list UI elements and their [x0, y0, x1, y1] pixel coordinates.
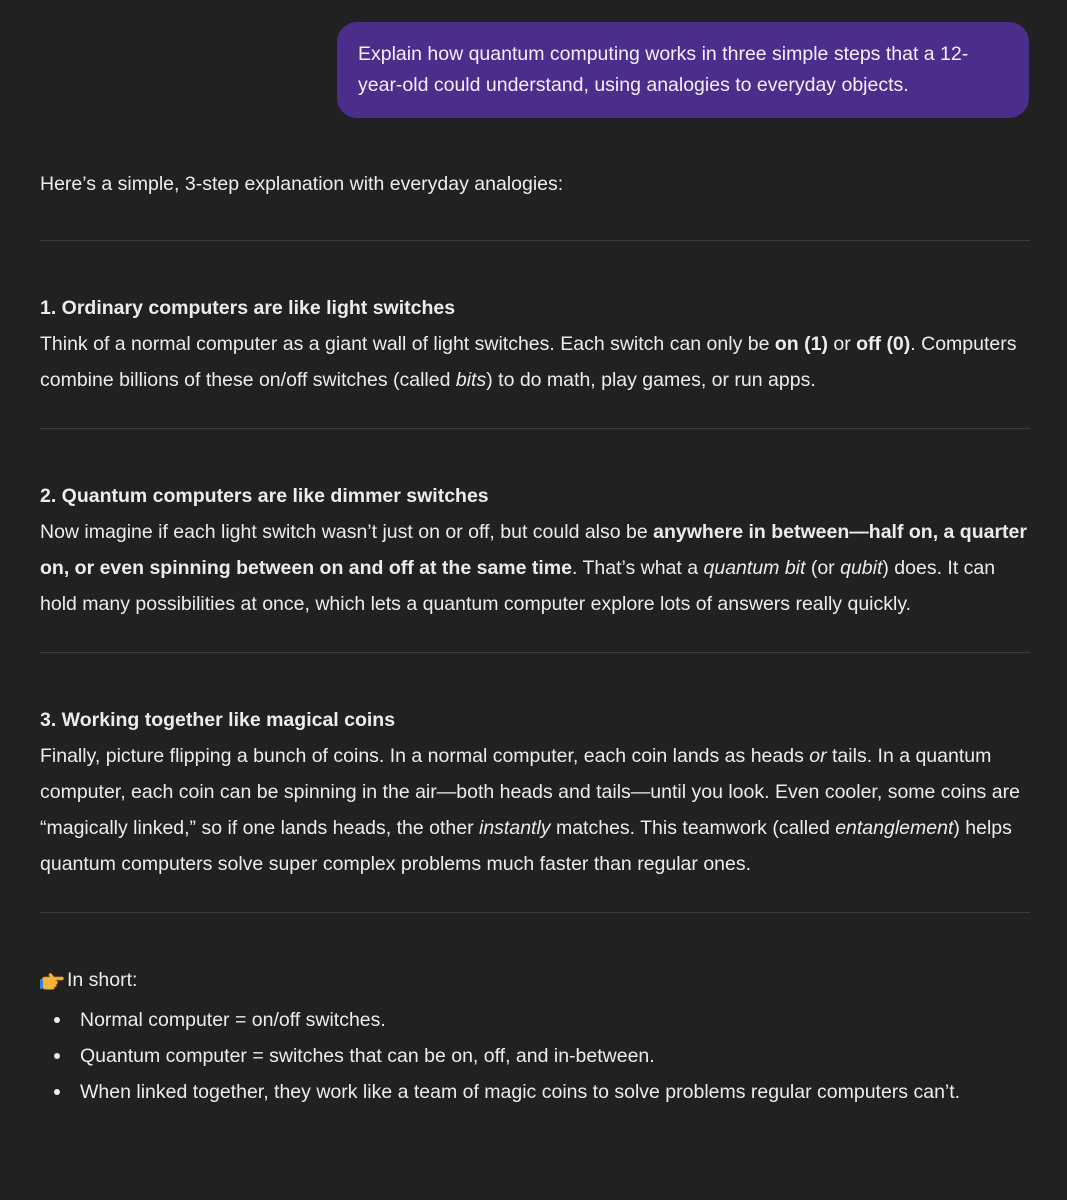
response-intro: Here’s a simple, 3-step explanation with everyday analogies:: [40, 173, 564, 195]
step-2: [40, 478, 1030, 622]
step-3: [40, 702, 1030, 882]
italic-text: or: [809, 745, 827, 767]
list-item: Quantum computer = switches that can be on, off, and in-between.: [80, 1038, 1030, 1074]
text-run: matches. This teamwork (called: [550, 817, 836, 839]
italic-text: entanglement: [835, 817, 954, 839]
list-item: Normal computer = on/off switches.: [80, 1002, 1030, 1038]
bold-text: off (0): [856, 333, 911, 355]
step-2-body: [40, 514, 1030, 622]
summary-list: [40, 1002, 1030, 1110]
text-run: ) does. It can hold many possibilities at once, which lets a quantum computer explore lots of answers really quickly.: [40, 557, 996, 615]
text-run: Now imagine if each light switch wasn’t just on or off, but could also be: [40, 521, 654, 543]
step-1-title: 1. Ordinary computers are like light switches: [40, 297, 456, 319]
text-run: Think of a normal computer as a giant wall of light switches. Each switch can only be: [40, 333, 775, 355]
summary-heading: In short:: [67, 969, 138, 991]
text-run: . Computers combine billions of these on/off switches (called: [40, 333, 1017, 391]
divider: [40, 912, 1030, 913]
summary-heading-row: [40, 962, 1030, 998]
step-2-title: 2. Quantum computers are like dimmer switches: [40, 485, 489, 507]
step-1: [40, 290, 1030, 398]
user-message-bubble: Explain how quantum computing works in three simple steps that a 12-year-old could understand, using analogies to everyday objects.: [337, 22, 1029, 118]
text-run: Finally, picture flipping a bunch of coins. In a normal computer, each coin lands as heads: [40, 745, 810, 767]
italic-text: quantum bit: [703, 557, 806, 579]
text-run: . That’s what a: [571, 557, 704, 579]
bold-text: anywhere in between—half on, a quarter on, or even spinning between on and off at the same time: [40, 521, 1027, 579]
list-item: When linked together, they work like a team of magic coins to solve problems regular computers can’t.: [80, 1074, 1030, 1110]
divider: [40, 240, 1030, 241]
pointing-finger-icon: [40, 970, 64, 990]
italic-text: bits: [455, 369, 487, 391]
text-run: ) helps quantum computers solve super complex problems much faster than regular ones.: [40, 817, 1012, 875]
text-run: tails. In a quantum computer, each coin can be spinning in the air—both heads and tails—until you look. Even cooler, some coins are “magically linked,” so if one lands heads, the other: [40, 745, 1020, 839]
text-run: ) to do math, play games, or run apps.: [486, 369, 816, 391]
italic-text: instantly: [479, 817, 551, 839]
text-run: (or: [805, 557, 841, 579]
bold-text: on (1): [774, 333, 828, 355]
assistant-response: [40, 166, 1030, 1110]
italic-text: qubit: [840, 557, 883, 579]
summary: [40, 962, 1030, 1110]
step-3-body: [40, 738, 1030, 882]
text-run: or: [827, 333, 857, 355]
user-message-row: [337, 22, 1029, 118]
divider: [40, 652, 1030, 653]
step-3-title: 3. Working together like magical coins: [40, 709, 396, 731]
step-1-body: [40, 326, 1030, 398]
divider: [40, 428, 1030, 429]
